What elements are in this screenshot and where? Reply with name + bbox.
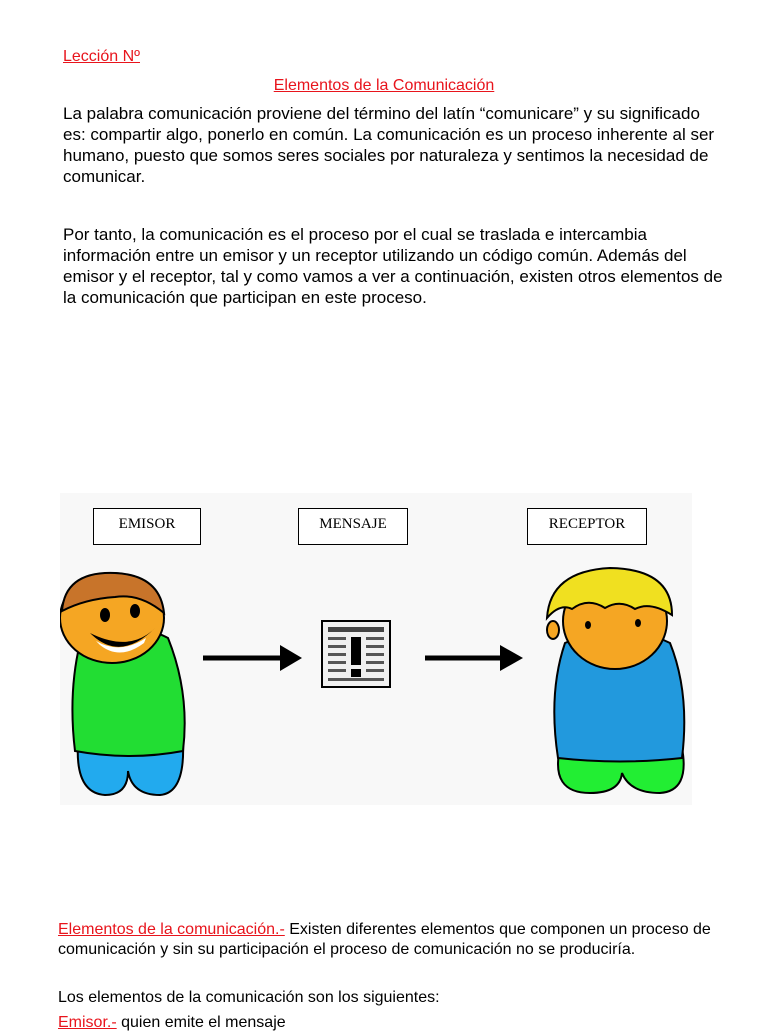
- arrow-right-icon-1: [203, 645, 302, 671]
- intro-paragraph-1: La palabra comunicación proviene del término del latín “comunicare” y su significado es: compartir algo, ponerlo en común. La comunicación es un proceso inherente al ser humano, puesto que somos seres sociales por naturaleza y sentimos la necesidad de comunicar.: [63, 104, 715, 186]
- emisor-definition: [58, 1014, 286, 1032]
- receptor-label-box: RECEPTOR: [527, 508, 647, 545]
- elements-paragraph: [58, 920, 728, 960]
- elements-list-intro: Los elementos de la comunicación son los siguientes:: [58, 989, 440, 1006]
- mensaje-label-box: MENSAJE: [298, 508, 408, 545]
- intro-paragraph-2: Por tanto, la comunicación es el proceso por el cual se traslada e intercambia información entre un emisor y un receptor utilizando un código común. Además del emisor y el receptor, tal y como vamos a ver a continuación, existen otros elementos de la comunicación que participan en este proceso.: [63, 225, 723, 307]
- communication-diagram: [60, 493, 692, 805]
- emisor-text: quien emite el mensaje: [116, 1014, 286, 1031]
- receptor-person-icon: [547, 568, 684, 793]
- diagram-illustration: [60, 493, 692, 805]
- elements-heading: Elementos de la comunicación.-: [58, 921, 285, 938]
- emisor-heading: Emisor.-: [58, 1014, 117, 1031]
- elements-text: Existen diferentes elementos que componen un proceso de comunicación y sin su participación el proceso de comunicación no se produciría.: [58, 921, 711, 958]
- emisor-person-icon: [60, 573, 185, 795]
- lesson-label: Lección Nº: [63, 48, 140, 65]
- arrow-right-icon-2: [425, 645, 523, 671]
- page-title: Elementos de la Comunicación: [273, 77, 495, 94]
- message-document-icon: [322, 621, 390, 687]
- emisor-label-box: EMISOR: [93, 508, 201, 545]
